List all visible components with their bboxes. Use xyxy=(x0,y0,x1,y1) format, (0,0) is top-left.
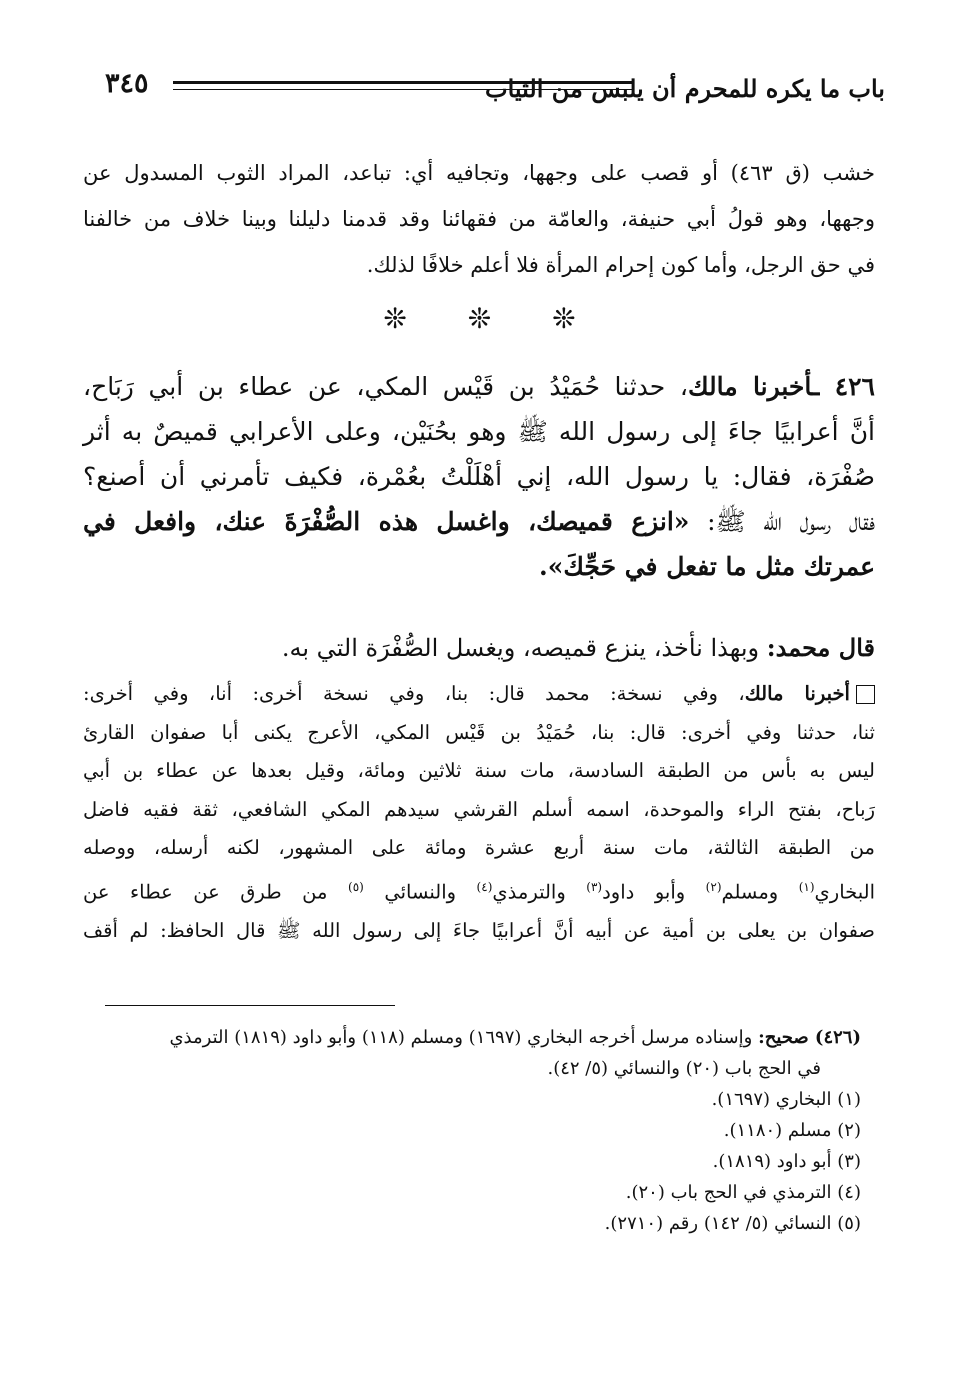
footnote-main-cont: في الحج باب (٢٠) والنسائي (٥/ ٤٢). xyxy=(547,1058,821,1079)
footnote-item: (١) البخاري (١٦٩٧). xyxy=(711,1089,861,1110)
notes-line: ثنا، حدثنا وفي أخرى: قال: بنا، حُمَيْدُ بن قَيْس المكي، الأعرج يكنى أبا صفوان القارئ xyxy=(83,720,875,744)
intro-line: وجهها، وهو قولُ أبي حنيفة، والعامّة من فقهائنا وقد قدمنا دليلنا وبينا خلاف من خالفنا xyxy=(83,207,875,231)
intro-line: خشب (ق ٤٦٣) أو قصب على وجهها، وتجافيه أي: تباعد، المراد الثوب المسدول عن xyxy=(83,161,875,185)
star-ornament-icon: ❊ xyxy=(552,302,576,335)
footnote-ref[interactable]: (٥) xyxy=(348,879,364,894)
notes-line: ليس به بأس من الطبقة السادسة، مات سنة ثلاثين ومائة، وقيل بعدها عن عطاء بن أبي xyxy=(83,759,875,782)
hadith-lead: أخبرنا مالك xyxy=(687,372,812,401)
footnote-item: (٢) مسلم (١١٨٠). xyxy=(723,1120,861,1141)
hadith-number: ٤٢٦ ـ xyxy=(812,372,875,401)
footnote-ref[interactable]: (٢) xyxy=(705,879,722,894)
square-marker-icon xyxy=(856,685,875,704)
hadith-text xyxy=(83,364,875,589)
hadith-line: أنَّ أعرابيًا جاءَ إلى رسول الله ﷺ وهو بحُنَيْن، وعلى الأعرابي قميصٌ به أثر xyxy=(83,417,875,446)
intro-line: في حق الرجل، وأما كون إحرام المرأة فلا أعلم خلافًا لذلك. xyxy=(366,253,875,277)
star-ornament-icon: ❊ xyxy=(467,302,492,335)
footnote-item: (٤) الترمذي في الحج باب (٢٠). xyxy=(625,1182,861,1203)
chapter-title: باب ما يكره للمحرم أن يلبس من الثياب xyxy=(485,74,885,103)
qal-line: قال محمد: وبهذا نأخذ، ينزع قميصه، ويغسل الصُّفْرَة التي به. xyxy=(281,633,875,662)
footnote-item: (٥) النسائي (٥/ ١٤٢) رقم (٢٧١٠). xyxy=(604,1213,861,1234)
footnote-divider xyxy=(105,1005,395,1006)
notes-line: أخبرنا مالك، وفي نسخة: محمد قال: بنا، وفي نسخة أخرى: أنا، وفي أخرى: xyxy=(83,675,875,714)
hadith-line: صُفْرَة، فقال: يا رسول الله، إني أهْلَلْتُ بعُمْرة، فكيف تأمرني أن أصنع؟ xyxy=(83,462,875,491)
notes-line: صفوان بن يعلى بن أمية عن أبيه أنَّ أعرابيًا جاءَ إلى رسول الله ﷺ قال الحافظ: لم أقف xyxy=(83,918,875,942)
commentary-statement xyxy=(83,628,875,668)
qal-lead: قال محمد: xyxy=(766,633,875,662)
page-header xyxy=(105,66,885,116)
notes-line: من الطبقة الثالثة، مات سنة أربع عشرة ومائة على المشهور، لكنه أرسله، ووصله xyxy=(83,836,875,859)
star-ornament-icon: ❊ xyxy=(383,302,407,335)
footnote-main: (٤٢٦) صحيح: وإسناده مرسل أخرجه البخاري (١٦٩٧) ومسلم (١١٨) وأبو داود (١٨١٩) الترمذي xyxy=(169,1027,861,1048)
footnote-item: (٣) أبو داود (١٨١٩). xyxy=(712,1151,861,1172)
intro-paragraph xyxy=(83,150,875,288)
footnote-ref[interactable]: (١) xyxy=(798,879,815,894)
hadith-line: ٤٢٦ ـأخبرنا مالك، حدثنا حُمَيْدُ بن قَيْس المكي، عن عطاء بن أبي رَبَاح، xyxy=(83,372,875,401)
prophet-quote: عمرتك مثل ما تفعل في حَجِّكَ». xyxy=(539,552,875,581)
explanation-notes xyxy=(83,675,875,950)
notes-lead: أخبرنا مالك xyxy=(744,682,850,705)
footnote-ref[interactable]: (٤) xyxy=(476,879,493,894)
notes-line: البخاري$^{(١)}$ ومسلم$^{(٢)}$ وأبو داود$^{(٣)}$ والترمذي$^{(٤)}$ والنسائي $^{(٥)}$ من طرق عن عطاء عن xyxy=(83,879,875,903)
notes-line: رَباح، بفتح الراء والموحدة، اسمه أسلم القرشي سيدهم المكي الشافعي، ثقة فقيه فاضل xyxy=(83,797,875,821)
section-separator xyxy=(0,302,959,335)
hadith-line: فقال رسول الله ﷺ: «انزع قميصك، واغسل هذه الصُّفْرَةَ عنك، وافعل في xyxy=(83,507,875,536)
prophet-quote: «انزع قميصك، واغسل هذه الصُّفْرَةَ عنك، وافعل في xyxy=(83,507,690,536)
page-number: ٣٤٥ xyxy=(105,68,149,99)
footnotes xyxy=(101,1022,861,1239)
footnote-ref[interactable]: (٣) xyxy=(586,879,603,894)
